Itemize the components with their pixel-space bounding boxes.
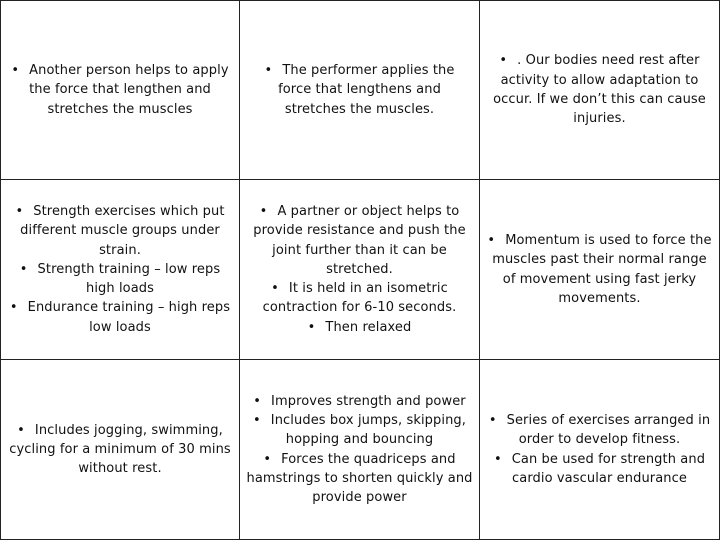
bullet-icon: • [253,393,262,409]
bullet-icon: • [253,412,261,428]
bullet-item [486,51,713,128]
bullet-item [246,61,473,119]
card-cell-8 [240,360,480,540]
bullet-text: A partner or object helps to provide resistance and push the joint further than it can be stretched. [253,203,466,277]
bullet-text: Strength exercises which put different muscle groups under strain. [20,203,225,258]
bullet-item [7,298,233,337]
bullet-list [246,202,473,337]
bullet-list [7,202,233,337]
bullet-icon: • [17,422,25,438]
bullet-list [7,421,233,479]
bullet-icon: • [271,281,279,297]
bullet-item [246,318,473,337]
bullet-icon: • [493,451,502,467]
bullet-text: Then relaxed [325,319,412,335]
bullet-text: . Our bodies need rest after activity to allow adaptation to occur. If we don’t this can cause injuries. [493,53,706,127]
bullet-icon: • [307,319,316,335]
card-cell-5 [240,180,480,360]
card-cell-3 [480,0,720,180]
bullet-text: Includes jogging, swimming, cycling for a minimum of 30 mins without rest. [9,422,231,477]
bullet-icon: • [487,232,496,248]
bullet-item [246,450,473,508]
bullet-icon: • [19,261,28,277]
bullet-icon: • [15,203,24,219]
bullet-list [7,61,233,119]
bullet-icon: • [488,412,497,428]
bullet-text: Momentum is used to force the muscles past their normal range of movement using fast jerky movements. [492,232,712,306]
bullet-text: The performer applies the force that lengthens and stretches the muscles. [278,63,455,117]
bullet-item [7,421,233,479]
bullet-item [486,231,713,308]
bullet-icon: • [11,63,20,79]
bullet-item [486,411,713,450]
bullet-text: Another person helps to apply the force that lengthen and stretches the muscles [29,63,229,117]
bullet-list [246,61,473,119]
card-cell-6 [480,180,720,360]
bullet-text: Forces the quadriceps and hamstrings to shorten quickly and provide power [246,451,473,506]
bullet-item [7,61,233,119]
bullet-item [7,202,233,260]
card-cell-7 [0,360,240,540]
bullet-item [246,392,473,411]
bullet-item [246,411,473,450]
bullet-icon: • [9,300,18,316]
bullet-text: Can be used for strength and cardio vascular endurance [511,451,706,486]
bullet-icon: • [263,451,272,467]
bullet-text: Endurance training – high reps low loads [27,300,231,335]
card-cell-1 [0,0,240,180]
bullet-item [7,260,233,299]
bullet-item [246,202,473,279]
bullet-text: Strength training – low reps high loads [37,261,221,297]
card-cell-2 [240,0,480,180]
bullet-text: Series of exercises arranged in order to develop fitness. [506,412,711,448]
card-cell-4 [0,180,240,360]
bullet-list [486,231,713,308]
bullet-list [486,51,713,128]
bullet-item [246,279,473,318]
bullet-text: Includes box jumps, skipping, hopping and bouncing [270,412,466,448]
card-cell-9 [480,360,720,540]
bullet-item [486,450,713,489]
bullet-icon: • [259,203,268,219]
bullet-list [486,411,713,488]
bullet-icon: • [264,63,273,79]
bullet-icon: • [499,53,508,69]
bullet-text: Improves strength and power [271,393,466,409]
bullet-list [246,392,473,508]
bullet-text: It is held in an isometric contraction for 6-10 seconds. [262,281,457,316]
